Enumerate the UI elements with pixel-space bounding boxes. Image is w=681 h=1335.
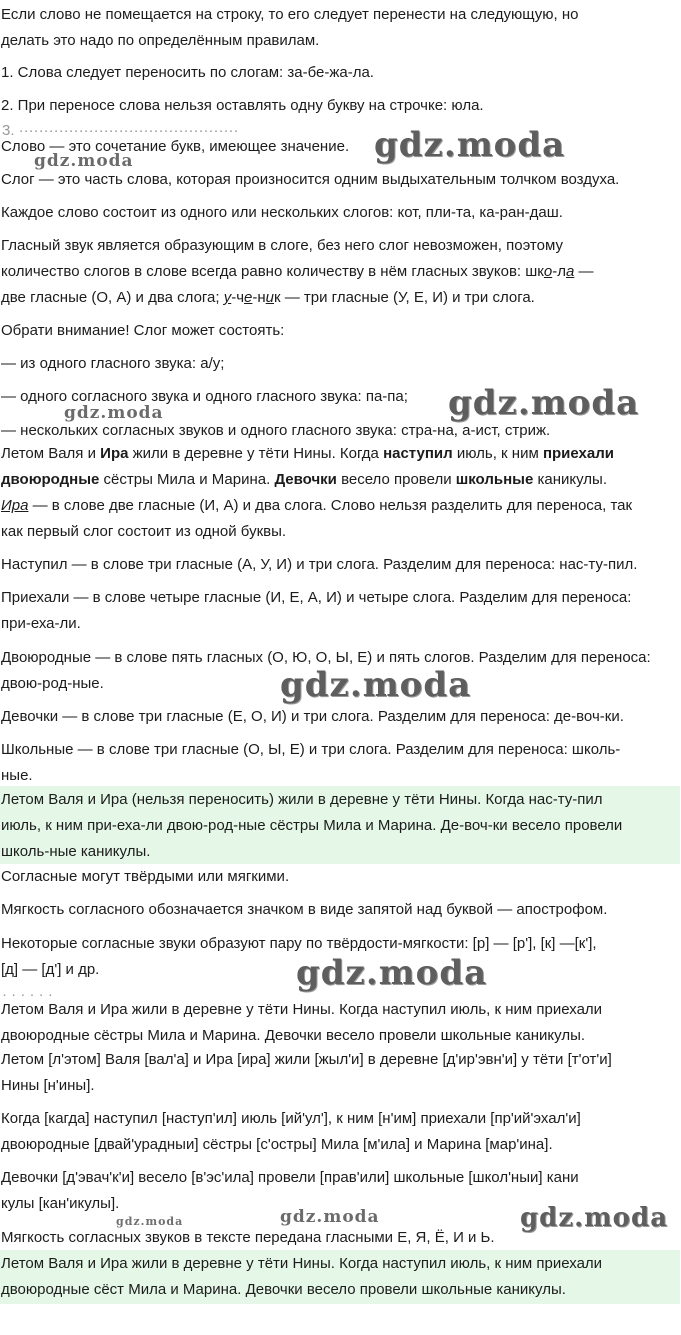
watermark-logo: gdz.moda xyxy=(520,1203,669,1233)
text-line: при-еха-ли. xyxy=(1,615,81,632)
text-line: — нескольких согласных звуков и одного гласного звука: стра-на, а-ист, стриж. xyxy=(1,422,551,439)
cut-off-line: 3. ············································ xyxy=(2,122,239,139)
text-line: Летом [л'этом] Валя [вал'а] и Ира [ира] жили [жыл'и] в деревне [д'ир'эвн'и] у тёти [т'от'и] xyxy=(1,1051,612,1068)
watermark-logo: gdz.moda xyxy=(64,403,164,423)
text-line: Девочки [д'эвач'к'и] весело [в'эс'ила] провели [прав'или] школьные [школ'ныи] кани xyxy=(1,1169,579,1186)
text-line: как первый слог состоит из одной буквы. xyxy=(1,523,287,540)
answer-line: школь-ные каникулы. xyxy=(1,843,151,860)
watermark-logo: gdz.moda xyxy=(34,151,134,171)
text-line: Каждое слово состоит из одного или нескольких слогов: кот, пли-та, ка-ран-даш. xyxy=(1,204,563,221)
text-line: двою-род-ные. xyxy=(1,675,104,692)
text-line: Слово — это сочетание букв, имеющее значение. xyxy=(1,138,350,155)
rule-2: 2. При переносе слова нельзя оставлять одну букву на строчке: юла. xyxy=(1,97,484,114)
text-line: Гласный звук является образующим в слоге, без него слог невозможен, поэтому xyxy=(1,237,563,254)
text-line: Мягкость согласных звуков в тексте передана гласными Е, Я, Ё, И и Ь. xyxy=(1,1229,495,1246)
answer-line: июль, к ним при-еха-ли двою-род-ные сёстры Мила и Марина. Де-воч-ки весело провели xyxy=(1,817,623,834)
text-line: Девочки — в слове три гласные (Е, О, И) и три слога. Разделим для переноса: де-воч-ки. xyxy=(1,708,624,725)
watermark-logo: gdz.moda xyxy=(280,1207,380,1227)
text-line: Летом Валя и Ира жили в деревне у тёти Нины. Когда наступил июль, к ним приехали xyxy=(1,1001,603,1018)
text-line: Если слово не помещается на строку, то его следует перенести на следующую, но xyxy=(1,6,579,23)
text-line: Мягкость согласного обозначается значком в виде запятой над буквой — апострофом. xyxy=(1,901,608,918)
watermark-logo: gdz.moda xyxy=(280,665,472,705)
text-line: ные. xyxy=(1,767,33,784)
watermark-logo: gdz.moda xyxy=(448,383,640,423)
text-line: Обрати внимание! Слог может состоять: xyxy=(1,322,285,339)
watermark-logo: gdz.moda xyxy=(374,125,566,165)
text-line: Ира — в слове две гласные (И, А) и два слога. Слово нельзя разделить для переноса, так xyxy=(1,497,633,514)
cut-off-line: · · · · · · xyxy=(2,986,53,1003)
text-line: двоюродные [двай'урадныи] сёстры [с'остры] Мила [м'ила] и Марина [мар'ина]. xyxy=(1,1136,553,1153)
text-line: двоюродные сёстры Мила и Марина. Девочки весело провели школьные каникулы. xyxy=(1,471,607,488)
text-line: Согласные могут твёрдыми или мягкими. xyxy=(1,868,290,885)
text-line: Летом Валя и Ира жили в деревне у тёти Нины. Когда наступил июль, к ним приехали xyxy=(1,445,614,462)
text-line: Некоторые согласные звуки образуют пару по твёрдости-мягкости: [р] — [р'], [к] —[к'], xyxy=(1,935,597,952)
text-line: — из одного гласного звука: а/у; xyxy=(1,355,225,372)
text-line: [д] — [д'] и др. xyxy=(1,961,100,978)
text-line: кулы [кан'икулы]. xyxy=(1,1195,120,1212)
text-line: количество слогов в слове всегда равно количеству в нём гласных звуков: шко-ла — xyxy=(1,263,594,280)
text-line: двоюродные сёстры Мила и Марина. Девочки весело провели школьные каникулы. xyxy=(1,1027,586,1044)
text-line: две гласные (О, А) и два слога; у-че-ник — три гласные (У, Е, И) и три слога. xyxy=(1,289,535,306)
answer-line: Летом Валя и Ира (нельзя переносить) жили в деревне у тёти Нины. Когда нас-ту-пил xyxy=(1,791,603,808)
text-line: — одного согласного звука и одного гласного звука: па-па; xyxy=(1,388,408,405)
text-line: делать это надо по определённым правилам. xyxy=(1,32,320,49)
text-line: Наступил — в слове три гласные (А, У, И) и три слога. Разделим для переноса: нас-ту-пил. xyxy=(1,556,638,573)
text-line: Школьные — в слове три гласные (О, Ы, Е) и три слога. Разделим для переноса: школь- xyxy=(1,741,621,758)
text-line: Когда [кагда] наступил [наступ'ил] июль [ий'ул'], к ним [н'им] приехали [пр'ий'эхал'и] xyxy=(1,1110,581,1127)
text-line: Приехали — в слове четыре гласные (И, Е, А, И) и четыре слога. Разделим для переноса: xyxy=(1,589,632,606)
rule-1: 1. Слова следует переносить по слогам: за-бе-жа-ла. xyxy=(1,64,374,81)
text-line: Двоюродные — в слове пять гласных (О, Ю, О, Ы, Е) и пять слогов. Разделим для переноса: xyxy=(1,649,651,666)
answer-line: Летом Валя и Ира жили в деревне у тёти Нины. Когда наступил июль, к ним приехали xyxy=(1,1255,603,1272)
answer-line: двоюродные сёст Мила и Марина. Девочки весело провели школьные каникулы. xyxy=(1,1281,566,1298)
text-line: Нины [н'ины]. xyxy=(1,1077,95,1094)
text-line: Слог — это часть слова, которая произносится одним выдыхательным толчком воздуха. xyxy=(1,171,620,188)
watermark-logo: gdz.moda xyxy=(116,1215,184,1228)
watermark-logo: gdz.moda xyxy=(296,953,488,993)
